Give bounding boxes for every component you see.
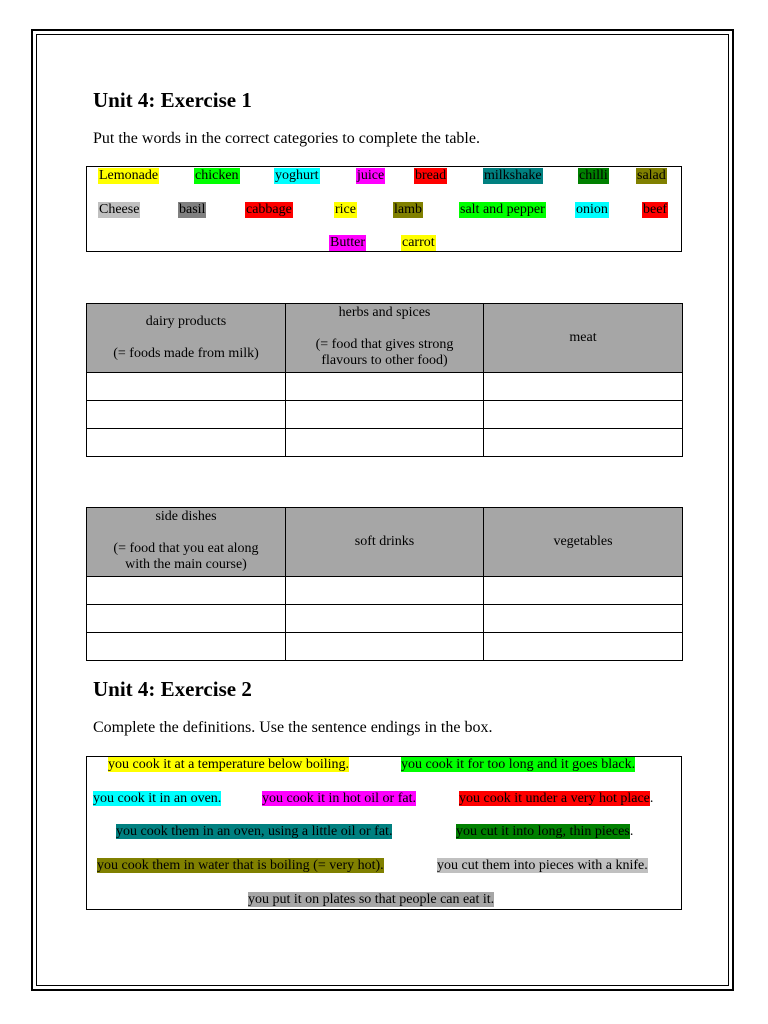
word-item: Cheese [99,202,140,217]
table-header-row [87,508,683,577]
word-item: Butter [330,235,365,250]
word-item: chicken [195,168,239,183]
table-row [87,633,683,661]
answer-cell[interactable] [286,605,484,633]
answer-cell[interactable] [286,633,484,661]
word-item: cabbage [246,202,292,217]
header-soft-drinks: soft drinks [286,508,484,577]
sentence-ending: you cook them in an oven, using a little oil or fat. [116,824,393,839]
sentence-ending: you cook it in hot oil or fat. [262,791,416,806]
word-item: chilli [579,168,608,183]
word-item: Lemonade [99,168,159,183]
answer-cell[interactable] [484,577,683,605]
sentence-endings-box [86,756,682,910]
header-meat: meat [484,304,683,373]
word-item: salad [637,168,666,183]
header-dairy-products: dairy products (= foods made from milk) [87,304,286,373]
header-herbs-and-spices: herbs and spices (= food that gives strong flavours to other food) [286,304,484,373]
table-row [87,401,683,429]
exercise1-instruction: Put the words in the correct categories to complete the table. [93,130,480,147]
table-row [87,429,683,457]
word-item: juice [357,168,385,183]
word-box [86,166,682,252]
word-item: milkshake [484,168,542,183]
header-vegetables: vegetables [484,508,683,577]
answer-cell[interactable] [484,633,683,661]
answer-cell[interactable] [286,373,484,401]
sentence-ending: you put it on plates so that people can eat it. [248,892,495,907]
answer-cell[interactable] [484,605,683,633]
word-item: beef [643,202,668,217]
exercise2-instruction: Complete the definitions. Use the sentence endings in the box. [93,719,493,736]
sentence-ending: you cook it under a very hot place. [459,791,654,806]
answer-cell[interactable] [87,577,286,605]
answer-cell[interactable] [87,605,286,633]
word-item: yoghurt [275,168,319,183]
category-table-1 [86,303,683,457]
sentence-ending: you cook them in water that is boiling (= very hot). [97,858,384,873]
word-item: salt and pepper [460,202,545,217]
category-table-2 [86,507,683,661]
answer-cell[interactable] [87,401,286,429]
answer-cell[interactable] [286,429,484,457]
word-item: carrot [402,235,435,250]
word-item: onion [576,202,608,217]
answer-cell[interactable] [286,577,484,605]
table-row [87,577,683,605]
exercise1-heading: Unit 4: Exercise 1 [93,88,252,112]
header-side-dishes: side dishes (= food that you eat along with the main course) [87,508,286,577]
word-item: lamb [394,202,422,217]
sentence-ending: you cook it for too long and it goes black. [401,757,636,772]
table-header-row [87,304,683,373]
sentence-ending: you cut them into pieces with a knife. [437,858,648,873]
word-item: basil [179,202,206,217]
table-row [87,373,683,401]
table-row [87,605,683,633]
answer-cell[interactable] [87,633,286,661]
word-item: bread [415,168,447,183]
answer-cell[interactable] [484,401,683,429]
answer-cell[interactable] [87,429,286,457]
answer-cell[interactable] [484,373,683,401]
word-item: rice [335,202,356,217]
answer-cell[interactable] [286,401,484,429]
answer-cell[interactable] [484,429,683,457]
sentence-ending: you cut it into long, thin pieces. [456,824,634,839]
answer-cell[interactable] [87,373,286,401]
exercise2-heading: Unit 4: Exercise 2 [93,677,252,701]
sentence-ending: you cook it at a temperature below boiling. [108,757,350,772]
sentence-ending: you cook it in an oven. [93,791,222,806]
